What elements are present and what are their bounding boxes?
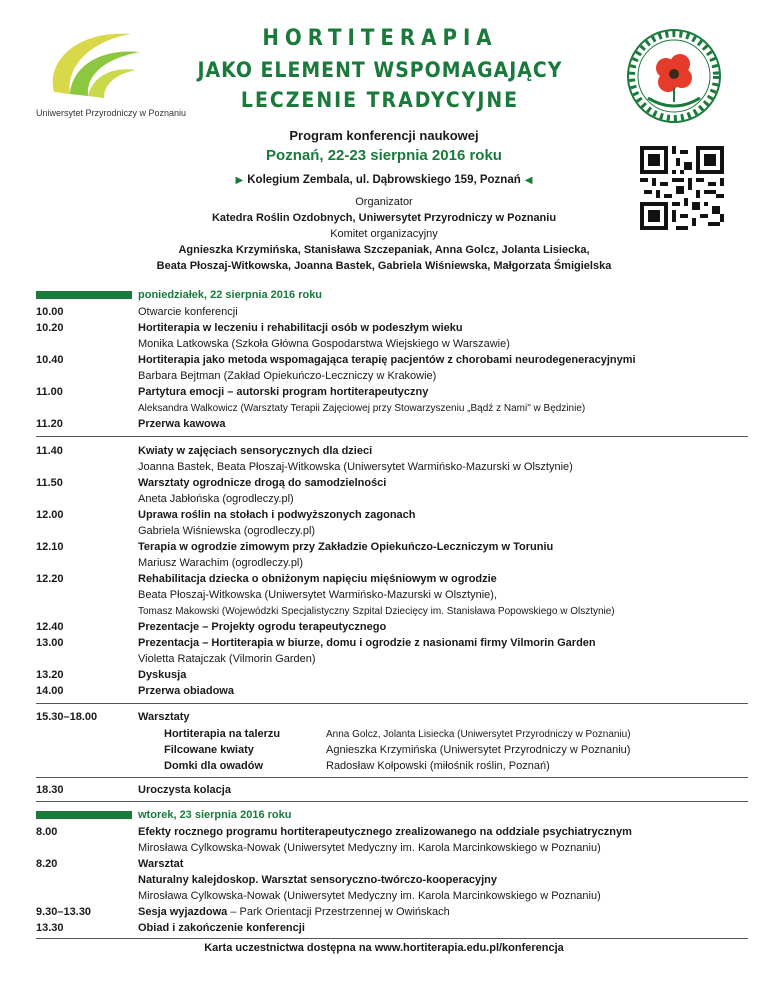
excursion-title: Sesja wyjazdowa [138,906,228,918]
divider [36,436,748,437]
time-label: 11.50 [36,477,63,489]
time-label: 13.30 [36,922,64,934]
time-label: 12.00 [36,509,64,521]
time-label: 11.00 [36,386,63,398]
organizer-label: Organizator [355,196,413,208]
program-place-date: Poznań, 22-23 sierpnia 2016 roku [266,147,502,164]
excursion-line [138,906,450,918]
speaker-line: Mariusz Warachim (ogrodleczy.pl) [138,557,304,569]
workshop-leader: Anna Golcz, Jolanta Lisiecka (Uniwersytet Przyrodniczy w Poznaniu) [326,729,631,740]
university-logo [36,22,156,113]
workshop-item: Hortiterapia na talerzu [164,728,281,740]
program-venue: Kolegium Zembala, ul. Dąbrowskiego 159, Poznań [247,174,521,186]
speaker-line: Monika Latkowska (Szkoła Główna Gospodarstwa Wiejskiego w Warszawie) [138,338,510,350]
time-label: 11.20 [36,418,63,430]
talk-title: Warsztat [138,858,184,870]
committee-label: Komitet organizacyjny [330,228,438,240]
time-label: 11.40 [36,445,63,457]
time-label: 13.20 [36,669,64,681]
divider [36,777,748,778]
speaker-line: Joanna Bastek, Beata Płoszaj-Witkowska (Uniwersytet Warmińsko-Mazurski w Olsztynie) [138,461,573,473]
time-label: 8.20 [36,858,58,870]
speaker-line: Aleksandra Walkowicz (Warsztaty Terapii Zajęciowej przy Stowarzyszeniu „Bądź z Nami" w Będzinie) [138,403,586,414]
talk-title: Naturalny kalejdoskop. Warsztat sensoryczno-twórczo-kooperacyjny [138,874,498,886]
time-label: 12.20 [36,573,64,585]
talk-title: Hortiterapia w leczeniu i rehabilitacji osób w podeszłym wieku [138,322,463,334]
divider [36,938,748,939]
talk-title: Rehabilitacja dziecka o obniżonym napięciu mięśniowym w ogrodzie [138,573,497,585]
committee-members-2: Beata Płoszaj-Witkowska, Joanna Bastek, Gabriela Wiśniewska, Małgorzata Śmigielska [156,260,612,272]
speaker-line: Gabriela Wiśniewska (ogrodleczy.pl) [138,525,316,537]
speaker-line: Aneta Jabłońska (ogrodleczy.pl) [138,493,294,505]
talk-title: Partytura emocji – autorski program hortiterapeutyczny [138,386,429,398]
workshop-leader: Agnieszka Krzymińska (Uniwersytet Przyrodniczy w Poznaniu) [326,744,631,756]
workshop-item: Domki dla owadów [164,760,264,772]
talk-title: Hortiterapia jako metoda wspomagająca terapię pacjentów z chorobami neurodegeneracyjnymi [138,354,636,366]
time-label: 13.00 [36,637,64,649]
time-label: 15.30–18.00 [36,711,98,723]
day2-date: wtorek, 23 sierpnia 2016 roku [138,809,292,821]
speaker-line: Mirosława Cylkowska-Nowak (Uniwersytet Medyczny im. Karola Marcinkowskiego w Poznaniu) [138,890,601,902]
day1-date: poniedziałek, 22 sierpnia 2016 roku [138,289,323,301]
divider [36,703,748,704]
time-label: 12.40 [36,621,64,633]
time-label: 10.40 [36,354,64,366]
talk-title: Kwiaty w zajęciach sensorycznych dla dzieci [138,445,373,457]
agenda-line: Przerwa obiadowa [138,685,234,697]
program-title: Program konferencji naukowej [289,128,479,143]
agenda-line: Przerwa kawowa [138,418,226,430]
talk-title: Warsztaty ogrodnicze drogą do samodzielności [138,477,387,489]
time-label: 10.00 [36,306,64,318]
time-label: 12.10 [36,541,64,553]
workshop-item: Filcowane kwiaty [164,744,254,756]
page-title-line-3: LECZENIE TRADYCYJNE [240,88,520,112]
qr-code-icon[interactable] [640,146,724,235]
speaker-line: Violetta Ratajczak (Vilmorin Garden) [138,653,316,665]
agenda-line: Obiad i zakończenie konferencji [138,922,305,934]
time-label: 14.00 [36,685,64,697]
talk-title: Efekty rocznego programu hortiterapeutycznego zrealizowanego na oddziale psychiatrycznym [138,826,632,838]
flower-emblem-icon [626,28,722,129]
section-marker [36,811,132,819]
speaker-line: Tomasz Makowski (Wojewódzki Specjalistyczny Szpital Dziecięcy im. Stanisława Popowskiego w Olsztynie) [138,606,615,617]
triangle-right-icon: ▶ [235,175,244,186]
agenda-line: Dyskusja [138,669,187,681]
university-name: Uniwersytet Przyrodniczy w Poznaniu [36,108,187,118]
speaker-line: Mirosława Cylkowska-Nowak (Uniwersytet Medyczny im. Karola Marcinkowskiego w Poznaniu) [138,842,601,854]
agenda-line: Uroczysta kolacja [138,784,231,796]
committee-members-1: Agnieszka Krzymińska, Stanisława Szczepaniak, Anna Golcz, Jolanta Lisiecka, [178,244,590,256]
talk-title: Uprawa roślin na stołach i podwyższonych zagonach [138,509,416,521]
workshop-leader: Radosław Kołpowski (miłośnik roślin, Poznań) [326,760,550,772]
talk-title: Terapia w ogrodzie zimowym przy Zakładzie Opiekuńczo-Leczniczym w Toruniu [138,541,554,553]
time-label: 18.30 [36,784,64,796]
divider [36,801,748,802]
speaker-line: Barbara Bejtman (Zakład Opiekuńczo-Leczniczy w Krakowie) [138,370,437,382]
agenda-line: Otwarcie konferencji [138,306,238,318]
time-label: 8.00 [36,826,58,838]
talk-title: Prezentacje – Projekty ogrodu terapeutycznego [138,621,387,633]
talk-title: Prezentacja – Hortiterapia w biurze, domu i ogrodzie z nasionami firmy Vilmorin Garden [138,637,596,649]
footer-registration-link[interactable]: Karta uczestnictwa dostępna na www.hortiterapia.edu.pl/konferencja [204,942,564,954]
section-marker [36,291,132,299]
organizer-name: Katedra Roślin Ozdobnych, Uniwersytet Przyrodniczy w Poznaniu [211,212,557,224]
speaker-line: Beata Płoszaj-Witkowska (Uniwersytet Warmińsko-Mazurski w Olsztynie), [138,589,497,601]
time-label: 10.20 [36,322,64,334]
page-title-line-1: HORTITERAPIA [262,26,498,51]
workshops-heading: Warsztaty [138,711,190,723]
time-label: 9.30–13.30 [36,906,92,918]
triangle-left-icon: ◀ [524,175,533,186]
excursion-place: – Park Orientacji Przestrzennej w Owińskach [227,906,450,918]
page-title-line-2: JAKO ELEMENT WSPOMAGAJĄCY [197,58,563,82]
